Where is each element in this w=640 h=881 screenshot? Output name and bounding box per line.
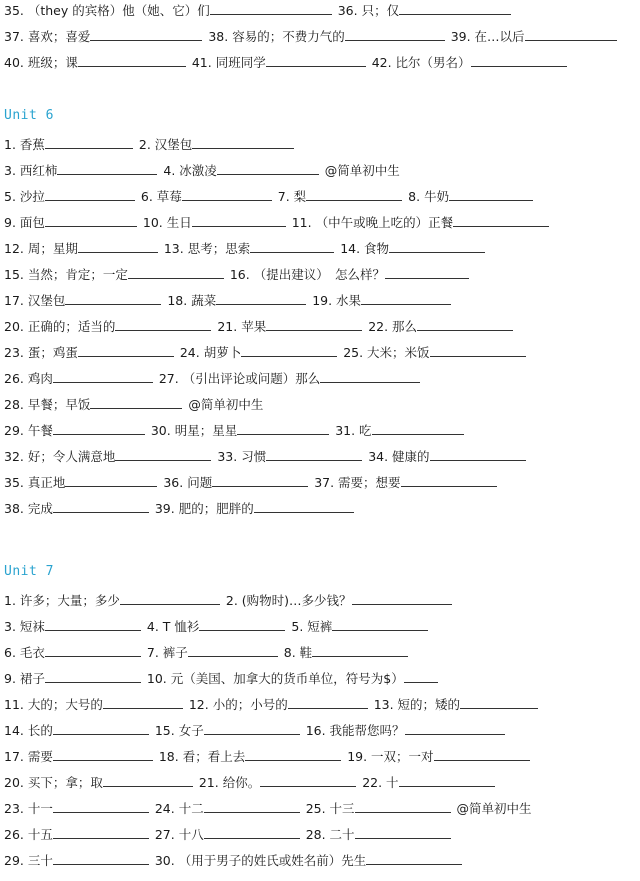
answer-blank[interactable]	[366, 850, 462, 865]
vocab-item: 21. 苹果	[217, 319, 364, 334]
answer-blank[interactable]	[355, 824, 451, 839]
answer-blank[interactable]	[216, 290, 306, 305]
answer-blank[interactable]	[90, 26, 202, 41]
worksheet-line	[4, 368, 636, 390]
answer-blank[interactable]	[192, 134, 294, 149]
worksheet-line	[4, 316, 636, 338]
section-heading: Unit 7	[4, 564, 54, 579]
answer-blank[interactable]	[312, 642, 408, 657]
vocab-item: 9. 裙子	[4, 671, 143, 686]
vocab-item: 28. 二十	[306, 827, 453, 842]
worksheet-line	[4, 472, 636, 494]
vocab-item: 37. 喜欢；喜爱	[4, 29, 204, 44]
vocab-item: 27. 十八	[155, 827, 302, 842]
answer-blank[interactable]	[210, 0, 332, 15]
vocab-item: 32. 好；令人满意地	[4, 449, 213, 464]
answer-blank[interactable]	[345, 26, 445, 41]
vocab-item: 22. 那么	[368, 319, 515, 334]
answer-blank[interactable]	[53, 368, 153, 383]
worksheet-line	[4, 772, 636, 794]
worksheet-line	[4, 798, 636, 820]
worksheet-line	[4, 160, 636, 182]
vocab-item: 11. （中午或晚上吃的）正餐	[292, 215, 551, 230]
vocab-item: 34. 健康的	[368, 449, 527, 464]
answer-blank[interactable]	[399, 772, 495, 787]
answer-blank[interactable]	[352, 590, 452, 605]
vocab-item: 7. 裤子	[147, 645, 280, 660]
answer-blank[interactable]	[204, 720, 300, 735]
worksheet-line	[4, 668, 636, 690]
worksheet-line	[4, 642, 636, 664]
watermark: @简单初中生	[456, 801, 532, 816]
answer-blank[interactable]	[525, 26, 617, 41]
vocab-item: 38. 容易的；不费力气的	[208, 29, 446, 44]
answer-blank[interactable]	[405, 720, 505, 735]
answer-blank[interactable]	[453, 212, 549, 227]
worksheet-line	[4, 238, 636, 260]
vocab-item: 17. 汉堡包	[4, 293, 163, 308]
worksheet-line	[4, 446, 636, 468]
worksheet-line	[4, 498, 636, 520]
vocab-item: 40. 班级；课	[4, 55, 188, 70]
answer-blank[interactable]	[254, 498, 354, 513]
worksheet-line	[4, 212, 636, 234]
worksheet-line	[4, 590, 636, 612]
vocab-item: 14. 食物	[340, 241, 487, 256]
vocab-item: 15. 女子	[155, 723, 302, 738]
worksheet-line	[4, 0, 636, 22]
vocab-item: 9. 面包	[4, 215, 139, 230]
answer-blank[interactable]	[401, 472, 497, 487]
vocab-item: 1. 香蕉	[4, 137, 135, 152]
worksheet-line	[4, 824, 636, 846]
vocab-item: 21. 给你。	[199, 775, 358, 790]
vocab-item: 29. 午餐	[4, 423, 147, 438]
answer-blank[interactable]	[361, 290, 451, 305]
vocab-item: 39. 在…以后	[451, 29, 619, 44]
answer-blank[interactable]	[372, 420, 464, 435]
answer-blank[interactable]	[320, 368, 420, 383]
watermark: @简单初中生	[188, 397, 264, 412]
answer-blank[interactable]	[53, 720, 149, 735]
worksheet-line	[4, 720, 636, 742]
vocab-item: 3. 西红柿	[4, 163, 159, 178]
answer-blank[interactable]	[53, 824, 149, 839]
vocab-item: 7. 梨	[278, 189, 404, 204]
vocab-item: 5. 沙拉	[4, 189, 137, 204]
worksheet-line	[4, 290, 636, 312]
vocab-item: 2. (购物时)…多少钱？	[226, 593, 454, 608]
vocab-item: 3. 短袜	[4, 619, 143, 634]
answer-blank[interactable]	[57, 160, 157, 175]
answer-blank[interactable]	[434, 746, 530, 761]
worksheet-line	[4, 694, 636, 716]
vocab-item: 19. 一双；一对	[347, 749, 531, 764]
vocab-item: 4. 冰激凌	[163, 163, 320, 178]
vocab-item: 31. 吃	[335, 423, 465, 438]
answer-blank[interactable]	[120, 590, 220, 605]
worksheet-line	[4, 134, 636, 156]
vocab-item: 10. 生日	[143, 215, 288, 230]
vocab-item: 4. T 恤衫	[147, 619, 288, 634]
answer-blank[interactable]	[45, 212, 137, 227]
vocab-item: 2. 汉堡包	[139, 137, 296, 152]
worksheet-line	[4, 420, 636, 442]
worksheet-line	[4, 26, 636, 48]
vocab-item: 17. 需要	[4, 749, 155, 764]
answer-blank[interactable]	[389, 238, 485, 253]
answer-blank[interactable]	[404, 668, 438, 683]
vocab-item: 22. 十	[362, 775, 496, 790]
answer-blank[interactable]	[192, 212, 286, 227]
vocab-item: 25. 十三	[306, 801, 453, 816]
vocab-item: 24. 胡萝卜	[180, 345, 339, 360]
vocab-item: 19. 水果	[312, 293, 453, 308]
answer-blank[interactable]	[237, 420, 329, 435]
vocab-item: 18. 看；看上去	[159, 749, 343, 764]
answer-blank[interactable]	[182, 186, 272, 201]
answer-blank[interactable]	[355, 798, 451, 813]
vocab-item: 25. 大米；米饭	[343, 345, 527, 360]
answer-blank[interactable]	[65, 290, 161, 305]
vocab-item: 20. 正确的；适当的	[4, 319, 213, 334]
answer-blank[interactable]	[204, 824, 300, 839]
worksheet-line	[4, 52, 636, 74]
answer-blank[interactable]	[217, 160, 319, 175]
vocab-item: 38. 完成	[4, 501, 151, 516]
vocab-item: 8. 鞋	[284, 645, 410, 660]
answer-blank[interactable]	[103, 772, 193, 787]
vocab-item: 13. 短的；矮的	[374, 697, 540, 712]
vocab-item: 42. 比尔（男名）	[372, 55, 569, 70]
answer-blank[interactable]	[471, 52, 567, 67]
vocab-item: 39. 肥的；肥胖的	[155, 501, 356, 516]
vocab-item: 30. （用于男子的姓氏或姓名前）先生	[155, 853, 464, 868]
vocab-item: 20. 买下；拿；取	[4, 775, 195, 790]
answer-blank[interactable]	[45, 668, 141, 683]
answer-blank[interactable]	[241, 342, 337, 357]
answer-blank[interactable]	[260, 772, 356, 787]
answer-blank[interactable]	[45, 642, 141, 657]
answer-blank[interactable]	[332, 616, 428, 631]
answer-blank[interactable]	[460, 694, 538, 709]
answer-blank[interactable]	[188, 642, 278, 657]
vocab-item: 12. 周；星期	[4, 241, 160, 256]
vocab-item: 41. 同班同学	[192, 55, 368, 70]
vocab-item: 33. 习惯	[217, 449, 364, 464]
vocab-item: 28. 早餐；早饭	[4, 397, 184, 412]
answer-blank[interactable]	[78, 52, 186, 67]
answer-blank[interactable]	[103, 694, 183, 709]
answer-blank[interactable]	[266, 52, 366, 67]
answer-blank[interactable]	[288, 694, 368, 709]
vocab-item: 35. （they 的宾格）他（她、它）们	[4, 3, 334, 18]
answer-blank[interactable]	[430, 446, 526, 461]
vocab-item: 6. 毛衣	[4, 645, 143, 660]
answer-blank[interactable]	[45, 616, 141, 631]
vocab-item: 11. 大的；大号的	[4, 697, 185, 712]
answer-blank[interactable]	[430, 342, 526, 357]
vocab-item: 12. 小的；小号的	[189, 697, 370, 712]
answer-blank[interactable]	[45, 186, 135, 201]
vocab-item: 15. 当然；肯定；一定	[4, 267, 226, 282]
vocab-item: 30. 明星；星星	[151, 423, 331, 438]
answer-blank[interactable]	[250, 238, 334, 253]
vocab-item: 14. 长的	[4, 723, 151, 738]
vocab-item: 5. 短裤	[291, 619, 430, 634]
vocab-item: 13. 思考；思索	[164, 241, 336, 256]
worksheet-line	[4, 616, 636, 638]
vocab-item: 10. 元（美国、加拿大的货币单位，符号为$）	[147, 671, 440, 686]
vocab-item: 27. （引出评论或问题）那么	[159, 371, 422, 386]
answer-blank[interactable]	[45, 134, 133, 149]
answer-blank[interactable]	[53, 420, 145, 435]
vocab-item: 37. 需要；想要	[314, 475, 498, 490]
vocab-item: 26. 十五	[4, 827, 151, 842]
answer-blank[interactable]	[449, 186, 533, 201]
worksheet-line	[4, 746, 636, 768]
vocab-item: 29. 三十	[4, 853, 151, 868]
section-heading: Unit 6	[4, 108, 54, 123]
vocab-item: 16. 我能帮您吗？	[306, 723, 507, 738]
vocab-item: 36. 问题	[163, 475, 310, 490]
answer-blank[interactable]	[115, 446, 211, 461]
answer-blank[interactable]	[385, 264, 469, 279]
vocab-item: 23. 十一	[4, 801, 151, 816]
vocab-item: 16. （提出建议） 怎么样？	[230, 267, 471, 282]
vocab-item: 18. 蔬菜	[167, 293, 308, 308]
vocab-item: 24. 十二	[155, 801, 302, 816]
answer-blank[interactable]	[417, 316, 513, 331]
answer-blank[interactable]	[53, 798, 149, 813]
answer-blank[interactable]	[199, 616, 285, 631]
worksheet-line	[4, 264, 636, 286]
vocab-item: 26. 鸡肉	[4, 371, 155, 386]
vocab-item: 8. 牛奶	[408, 189, 535, 204]
answer-blank[interactable]	[90, 394, 182, 409]
vocab-item: 1. 许多；大量；多少	[4, 593, 222, 608]
answer-blank[interactable]	[78, 342, 174, 357]
vocab-item: 6. 草莓	[141, 189, 274, 204]
watermark: @简单初中生	[324, 163, 400, 178]
worksheet-line	[4, 342, 636, 364]
vocab-item: 36. 只；仅	[338, 3, 513, 18]
answer-blank[interactable]	[399, 0, 511, 15]
answer-blank[interactable]	[53, 746, 153, 761]
answer-blank[interactable]	[306, 186, 402, 201]
worksheet-line	[4, 394, 636, 416]
vocab-item: 35. 真正地	[4, 475, 159, 490]
answer-blank[interactable]	[128, 264, 224, 279]
answer-blank[interactable]	[245, 746, 341, 761]
answer-blank[interactable]	[53, 498, 149, 513]
worksheet-line	[4, 186, 636, 208]
answer-blank[interactable]	[53, 850, 149, 865]
worksheet-line	[4, 850, 636, 872]
answer-blank[interactable]	[65, 472, 157, 487]
answer-blank[interactable]	[266, 446, 362, 461]
answer-blank[interactable]	[266, 316, 362, 331]
answer-blank[interactable]	[78, 238, 158, 253]
vocab-item: 23. 蛋；鸡蛋	[4, 345, 176, 360]
answer-blank[interactable]	[212, 472, 308, 487]
answer-blank[interactable]	[204, 798, 300, 813]
answer-blank[interactable]	[115, 316, 211, 331]
